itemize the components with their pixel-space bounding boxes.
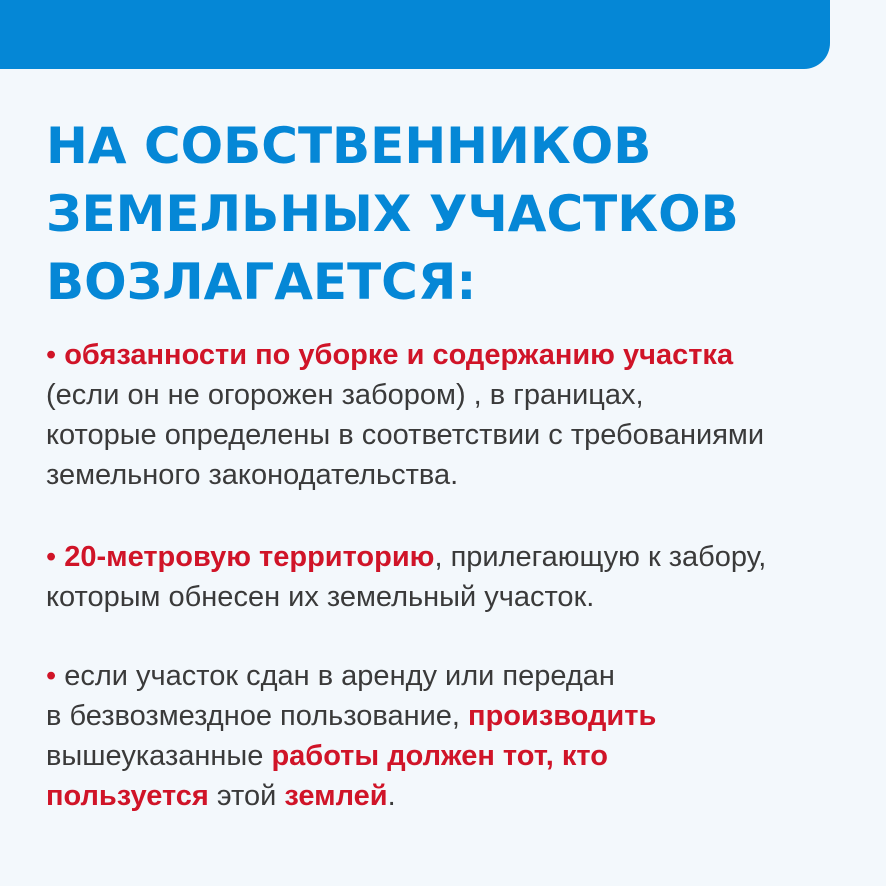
paragraph-line [46, 736, 866, 776]
plain-text: если участок сдан в аренду или передан [64, 660, 615, 692]
bullet-icon: • [46, 660, 57, 692]
plain-text: в безвозмездное пользование, [46, 700, 469, 732]
highlight-text: 20-метровую территорию [64, 541, 435, 573]
title-line-2: ЗЕМЕЛЬНЫХ УЧАСТКОВ [46, 185, 739, 243]
paragraph-lease-case [46, 656, 866, 816]
paragraph-line [46, 335, 866, 375]
top-banner [0, 0, 830, 69]
paragraph-line [46, 537, 866, 577]
highlight-text: обязанности по уборке и содержанию участка [64, 339, 734, 371]
plain-text: . [387, 780, 396, 812]
paragraph-line [46, 656, 866, 696]
paragraph-cleaning-duties [46, 335, 866, 495]
title-line-3: ВОЗЛАГАЕТСЯ: [46, 253, 477, 311]
paragraph-20m-territory [46, 537, 866, 617]
bullet-icon: • [46, 339, 57, 371]
title-line-1: НА СОБСТВЕННИКОВ [46, 117, 652, 175]
paragraph-line: земельного законодательства. [46, 459, 459, 491]
plain-text: , прилегающую к забору, [434, 541, 767, 573]
highlight-text: пользуется [46, 780, 209, 812]
bullet-icon: • [46, 541, 57, 573]
highlight-text: производить [468, 700, 657, 732]
paragraph-line: которые определены в соответствии с требованиями [46, 419, 765, 451]
plain-text: вышеуказанные [46, 740, 272, 772]
page-title [46, 112, 846, 316]
paragraph-line: которым обнесен их земельный участок. [46, 581, 595, 613]
highlight-text: работы должен тот, кто [271, 740, 608, 772]
paragraph-line: (если он не огорожен забором) , в границах, [46, 379, 644, 411]
paragraph-line [46, 696, 866, 736]
plain-text: этой [208, 780, 285, 812]
highlight-text: землей [284, 780, 388, 812]
paragraph-line [46, 776, 866, 816]
